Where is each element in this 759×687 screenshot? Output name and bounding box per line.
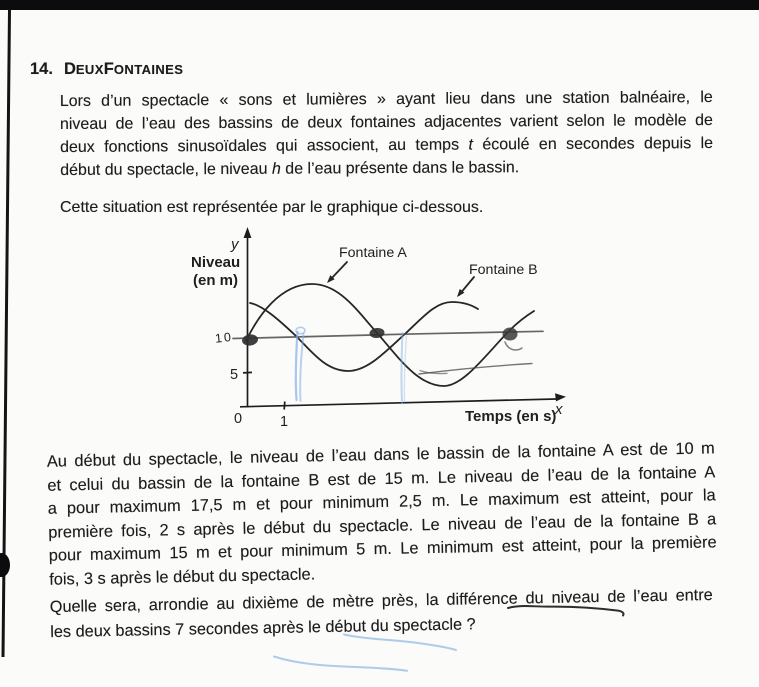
pencil-dot-t0 <box>241 333 258 346</box>
x-axis-arrowhead-icon <box>555 393 566 401</box>
figure-caption: Cette situation est représentée par le graphique ci-dessous. <box>60 199 484 216</box>
problem-title <box>64 60 183 79</box>
problem-number: 14. <box>30 60 53 78</box>
origin-tick-label: 0 <box>234 411 243 427</box>
curve-a-pointer-arrow <box>330 262 347 280</box>
curve-a-arrowhead-icon <box>327 275 335 283</box>
pencil-level-5-line-double <box>420 371 447 374</box>
y-variable-label: y <box>231 236 239 253</box>
pencil-hook-t8 <box>505 342 522 350</box>
x-axis-title: Temps (en s) <box>465 408 557 425</box>
pencil-level-10-line <box>233 331 543 338</box>
curve-a-label: Fontaine A <box>339 245 407 261</box>
x-tick-label-1: 1 <box>280 414 289 430</box>
title-smallcaps-2: ONTAINES <box>113 62 184 77</box>
title-smallcaps-1: EUX <box>75 62 104 77</box>
y-axis-arrowhead-icon <box>244 227 252 238</box>
y-axis-title-line1: Niveau <box>191 254 241 271</box>
variable-h: h <box>271 160 281 178</box>
curve-fontaine-b <box>250 302 478 371</box>
blue-guide-line-2b <box>404 336 406 402</box>
intro-line: Lors d’un spectacle « sons et lumières » ayant lieu dans une station balnéaire, le <box>59 89 713 110</box>
curve-b-pointer-arrow <box>459 277 474 295</box>
pencil-dot-t4 <box>369 327 385 339</box>
variable-t: t <box>468 136 473 154</box>
intro-line <box>60 155 713 182</box>
blue-guide-line-1 <box>296 332 298 400</box>
intro-line <box>60 132 713 159</box>
scan-binder-bump <box>0 553 10 577</box>
intro-line: niveau de l’eau des bassins de deux fontaines adjacentes varient selon le modèle de <box>59 112 713 133</box>
data-line: fois, 3 s après le début du spectacle. <box>49 565 316 589</box>
data-line: pour maximum 15 m et pour minimum 5 m. Le minimum est atteint, pour la première <box>48 533 717 566</box>
scan-left-page-edge <box>3 10 10 657</box>
title-cap-2: F <box>103 60 114 78</box>
intro-line-4-text: début du spectacle, le niveau <box>60 160 272 179</box>
y-axis-title-line2: (en m) <box>193 272 238 289</box>
data-line: et celui du bassin de la fontaine B est de 15 m. Le niveau de l’eau de la fontaine A <box>47 462 716 495</box>
intro-line-3-text-b: écoulé en secondes depuis le <box>472 135 714 154</box>
blue-guide-line-1b <box>300 334 303 401</box>
pencil-dot-t8 <box>503 328 518 341</box>
blue-check-stroke-2 <box>274 657 407 671</box>
data-line: a pour maximum 17,5 m et pour minimum 2,5 m. Le maximum est atteint, pour la <box>47 486 716 518</box>
curve-b-arrowhead-icon <box>457 289 464 297</box>
x-tick-1 <box>284 402 285 410</box>
intro-line-4-text-b: de l’eau présente dans le bassin. <box>280 159 520 178</box>
question-line: Quelle sera, arrondie au dixième de mètre près, la différence du niveau de l’eau entre <box>49 585 713 617</box>
blue-guide-loop <box>296 327 305 333</box>
data-line: Au début du spectacle, le niveau de l’eau dans le bassin de la fontaine A est de 10 m <box>46 439 715 471</box>
intro-paragraph <box>60 86 714 182</box>
y-tick-label-5: 5 <box>230 367 239 383</box>
problem-header <box>30 60 183 79</box>
intro-line-3-text: deux fonctions sinusoïdales qui associent, au temps <box>60 136 469 156</box>
blue-guide-line-2 <box>401 333 402 403</box>
curve-b-label: Fontaine B <box>469 262 538 278</box>
title-cap-1: D <box>63 60 76 78</box>
data-line: première fois, 2 s après le début du spectacle. Le niveau de l’eau de la fontaine B a <box>48 510 717 542</box>
question-paragraph <box>50 583 714 644</box>
curve-fontaine-a <box>246 284 534 386</box>
y-tick-5 <box>243 372 252 373</box>
x-axis <box>240 399 556 407</box>
question-line: les deux bassins 7 secondes après le début du spectacle ? <box>50 614 476 641</box>
scan-top-black-bar <box>0 0 759 10</box>
x-variable-label: x <box>555 401 563 418</box>
pencil-level-5-line <box>419 364 532 375</box>
handwritten-level-10: 10 <box>214 329 234 346</box>
data-paragraph <box>47 437 718 592</box>
